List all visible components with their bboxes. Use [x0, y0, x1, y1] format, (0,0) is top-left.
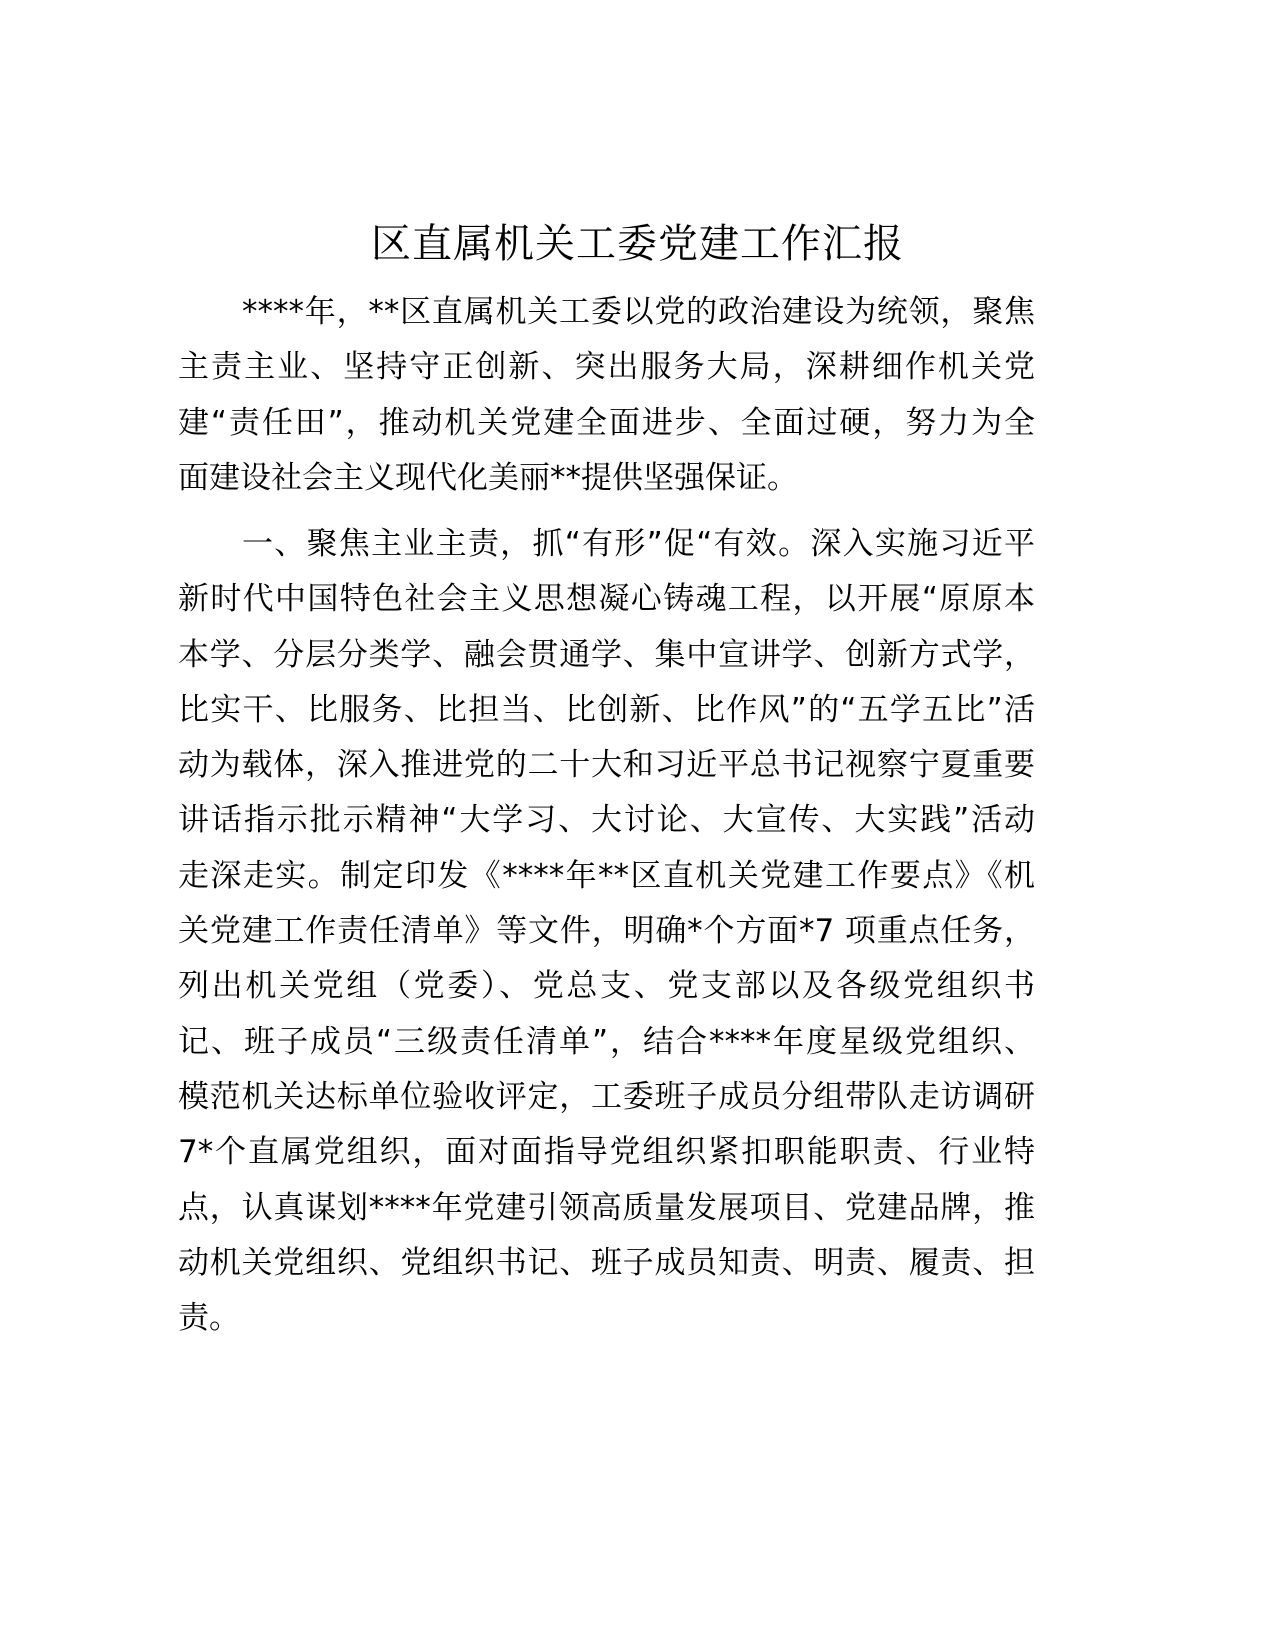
text-line: 动为载体，深入推进党的二十大和习近平总书记视察宁夏重要: [178, 747, 1035, 784]
text-line: 一、聚焦主业主责，抓“有形”促“有效。深入实施习近平: [242, 526, 1035, 562]
text-line: 面建设社会主义现代化美丽**提供坚强保证。: [178, 459, 798, 496]
paragraph-intro: [178, 285, 1035, 506]
text-line: 比实干、比服务、比担当、比创新、比作风”的“五学五比”活: [178, 691, 1035, 728]
text-line: 列出机关党组（党委）、党总支、党支部以及各级党组织书: [178, 968, 1035, 1005]
text-line: 责。: [178, 1300, 240, 1337]
document-title: 区直属机关工委党建工作汇报: [371, 221, 904, 267]
text-line: 建“责任田”，推动机关党建全面进步、全面过硬，努力为全: [178, 404, 1035, 441]
paragraph-section-one: [178, 517, 1035, 1346]
text-line: 7*个直属党组织，面对面指导党组织紧扣职能职责、行业特: [178, 1134, 1035, 1171]
text-line: ****年，**区直属机关工委以党的政治建设为统领，聚焦: [242, 294, 1035, 330]
text-line: 模范机关达标单位验收评定，工委班子成员分组带队走访调研: [178, 1078, 1035, 1115]
text-line: 动机关党组织、党组织书记、班子成员知责、明责、履责、担: [178, 1244, 1035, 1281]
text-line: 点，认真谋划****年党建引领高质量发展项目、党建品牌，推: [178, 1189, 1035, 1226]
text-line: 关党建工作责任清单》等文件，明确*个方面*7 项重点任务，: [178, 913, 1035, 950]
text-line: 本学、分层分类学、融会贯通学、集中宣讲学、创新方式学，: [178, 636, 1035, 673]
text-line: 主责主业、坚持守正创新、突出服务大局，深耕细作机关党: [178, 349, 1035, 386]
text-line: 讲话指示批示精神“大学习、大讨论、大宣传、大实践”活动: [178, 802, 1035, 839]
text-line: 新时代中国特色社会主义思想凝心铸魂工程，以开展“原原本: [178, 581, 1035, 618]
text-line: 记、班子成员“三级责任清单”，结合****年度星级党组织、: [178, 1023, 1035, 1060]
text-line: 走深走实。制定印发《****年**区直机关党建工作要点》《机: [178, 857, 1035, 894]
